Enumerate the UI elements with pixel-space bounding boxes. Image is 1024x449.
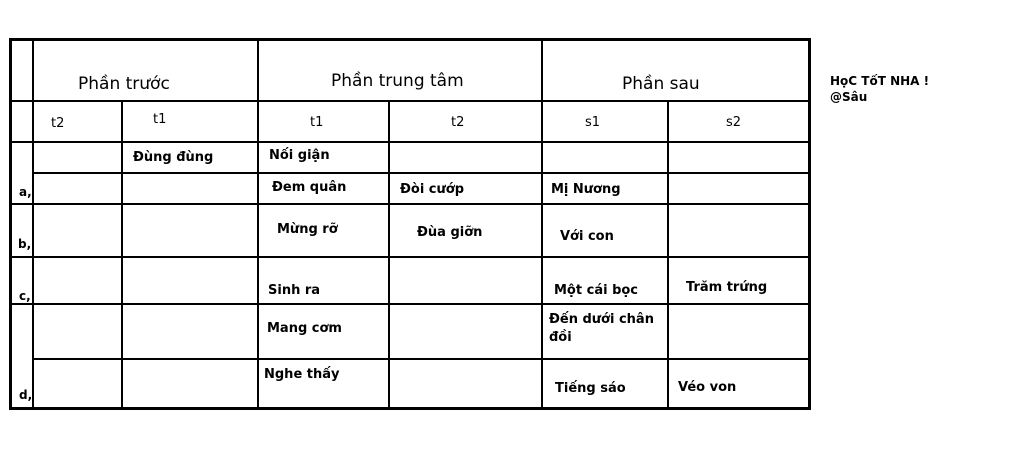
col-divider [541,38,543,410]
cell-dem-quan: Đem quân [272,180,347,195]
row-label-d: d, [19,388,33,402]
cell-voi-con: Với con [560,229,614,244]
row-divider [9,303,811,305]
cell-mot-cai-boc: Một cái bọc [554,283,639,298]
header-center: Phần trung tâm [331,71,464,91]
row-divider [9,141,811,143]
cell-veo-von: Véo von [678,380,737,395]
header-front: Phần trước [78,74,170,94]
cell-noi-gian: Nối giận [269,148,330,163]
cell-sinh-ra: Sinh ra [268,283,321,298]
subheader-t1-front: t1 [153,112,167,127]
cell-tram-trung: Trăm trứng [686,280,768,295]
cell-mi-nuong: Mị Nương [551,182,621,197]
cell-nghe-thay: Nghe thấy [264,367,340,382]
side-note [830,73,929,105]
cell-doi-cuop: Đòi cướp [400,182,465,197]
col-divider [121,100,123,410]
cell-den-duoi-chan: Đến dưới chân [549,312,654,327]
row-divider [32,172,811,174]
header-back: Phần sau [622,74,700,94]
row-label-a: a, [19,185,32,199]
row-divider [9,256,811,258]
table-border-left [9,38,12,410]
row-label-c: c, [19,289,31,303]
table-border-top [9,38,811,41]
cell-mang-com: Mang cơm [267,321,342,336]
row-divider [9,100,811,102]
cell-mung-ro: Mừng rỡ [277,222,338,237]
subheader-s1: s1 [585,115,601,130]
col-divider [667,100,669,410]
cell-dung-dung: Đùng đùng [133,150,214,165]
subheader-s2: s2 [726,115,742,130]
col-divider [32,38,34,410]
row-divider [9,203,811,205]
side-note-line-2: @Sâu [830,90,868,104]
subheader-t1-center: t1 [310,115,324,130]
subheader-t2-front: t2 [51,116,65,131]
subheader-t2-center: t2 [451,115,465,130]
table-border-bottom [9,407,811,410]
col-divider [388,100,390,410]
col-divider [257,38,259,410]
cell-dua-gion: Đùa giỡn [417,225,483,240]
cell-doi: đồi [549,330,572,345]
row-label-b: b, [18,237,32,251]
table-border-right [808,38,811,410]
row-divider [32,358,811,360]
side-note-line-1: HọC TốT NHA ! [830,74,930,88]
cell-tieng-sao: Tiếng sáo [555,381,626,396]
